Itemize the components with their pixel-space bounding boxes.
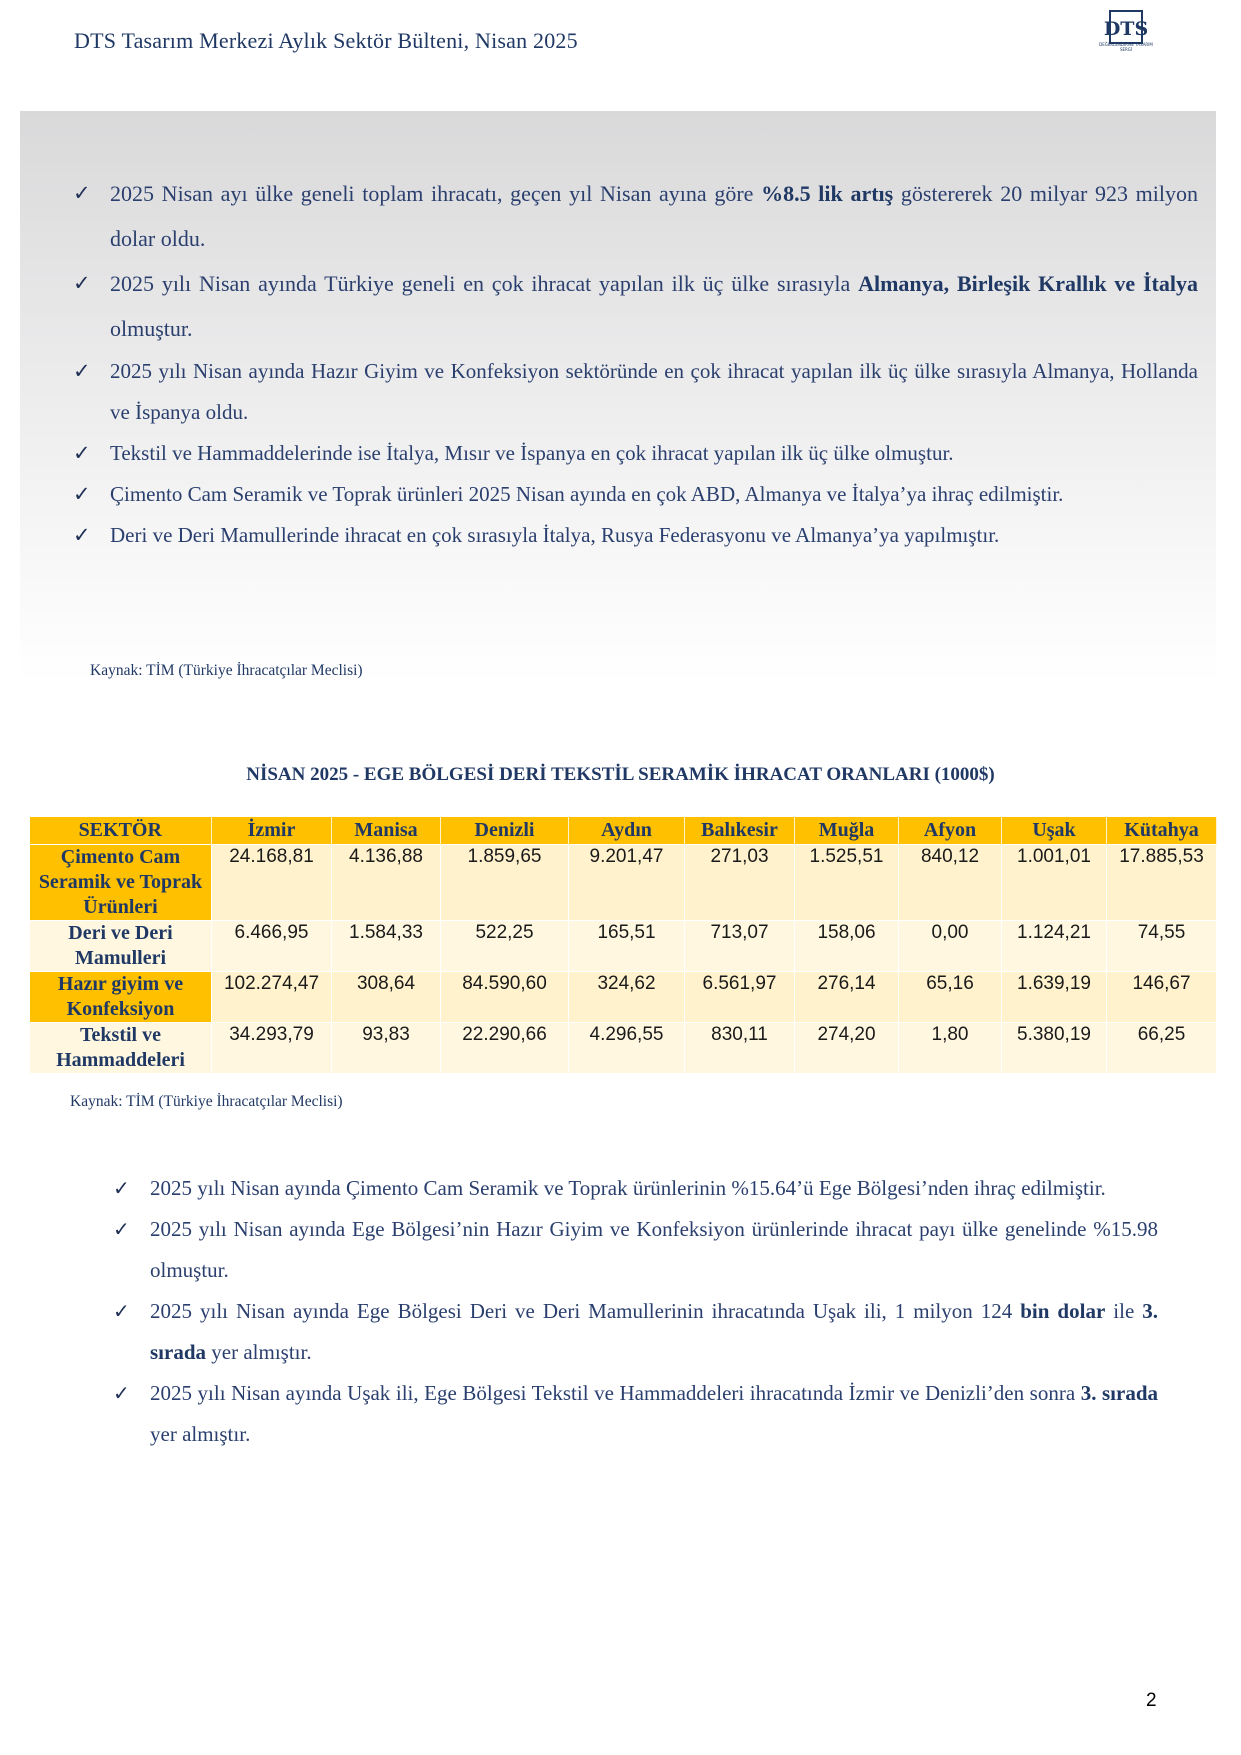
list-item: ✓ Tekstil ve Hammaddelerinde ise İtalya, Mısır ve İspanya en çok ihracat yapılan ilk üç ülke olmuştur.	[110, 433, 1198, 474]
list-item: ✓ 2025 yılı Nisan ayında Türkiye geneli en çok ihracat yapılan ilk üç ülke sırasıyla Almanya, Birleşik Krallık ve İtalya olmuştur.	[110, 261, 1198, 351]
table-cell: 17.885,53	[1107, 844, 1217, 920]
table-cell: 65,16	[899, 971, 1002, 1022]
table-cell: 9.201,47	[569, 844, 685, 920]
source-note: Kaynak: TİM (Türkiye İhracatçılar Meclisi)	[70, 1093, 343, 1110]
table-cell: 1.001,01	[1002, 844, 1107, 920]
table-cell: 1.124,21	[1002, 920, 1107, 971]
column-header: Afyon	[899, 817, 1002, 844]
column-header: Aydın	[569, 817, 685, 844]
page-number: 2	[1146, 1690, 1157, 1711]
table-cell: 84.590,60	[441, 971, 569, 1022]
table-cell: 6.466,95	[212, 920, 332, 971]
table-cell: 24.168,81	[212, 844, 332, 920]
checkmark-icon: ✓	[73, 271, 91, 295]
column-header: Denizli	[441, 817, 569, 844]
table-cell: 276,14	[795, 971, 899, 1022]
table-cell: 4.136,88	[332, 844, 441, 920]
logo-text: DTS	[1103, 18, 1149, 40]
page-header-title: DTS Tasarım Merkezi Aylık Sektör Bülteni, Nisan 2025	[74, 28, 578, 53]
table-cell: 324,62	[569, 971, 685, 1022]
table-cell: 1.639,19	[1002, 971, 1107, 1022]
table-row	[30, 844, 1217, 920]
table-cell: 146,67	[1107, 971, 1217, 1022]
table-cell: 308,64	[332, 971, 441, 1022]
checkmark-icon: ✓	[113, 1176, 130, 1200]
list-item: ✓ 2025 yılı Nisan ayında Ege Bölgesi Deri ve Deri Mamullerinin ihracatında Uşak ili, 1 milyon 124 bin dolar ile 3. sırada yer almıştır.	[150, 1291, 1158, 1373]
list-item: ✓ 2025 yılı Nisan ayında Çimento Cam Seramik ve Toprak ürünlerinin %15.64’ü Ege Bölgesi’nden ihraç edilmiştir.	[150, 1168, 1158, 1209]
table-cell: 66,25	[1107, 1022, 1217, 1073]
checkmark-icon: ✓	[113, 1217, 130, 1241]
list-item: ✓ 2025 yılı Nisan ayında Ege Bölgesi’nin Hazır Giyim ve Konfeksiyon ürünlerinde ihracat payı ülke genelinde %15.98 olmuştur.	[150, 1209, 1158, 1291]
column-header: Uşak	[1002, 817, 1107, 844]
sector-cell: Deri ve Deri Mamulleri	[30, 920, 212, 971]
checkmark-icon: ✓	[113, 1381, 130, 1405]
table-cell: 274,20	[795, 1022, 899, 1073]
column-header: Muğla	[795, 817, 899, 844]
column-header: Manisa	[332, 817, 441, 844]
list-item: ✓ 2025 yılı Nisan ayında Hazır Giyim ve Konfeksiyon sektöründe en çok ihracat yapılan ilk üç ülke sırasıyla Almanya, Hollanda ve İspanya oldu.	[110, 351, 1198, 433]
column-header: İzmir	[212, 817, 332, 844]
table-cell: 5.380,19	[1002, 1022, 1107, 1073]
highlights-list	[73, 177, 1198, 556]
table-cell: 6.561,97	[685, 971, 795, 1022]
sector-cell: Tekstil ve Hammaddeleri	[30, 1022, 212, 1073]
checkmark-icon: ✓	[73, 523, 91, 547]
table-cell: 158,06	[795, 920, 899, 971]
column-header: Kütahya	[1107, 817, 1217, 844]
table-row	[30, 1022, 1217, 1073]
table-cell: 22.290,66	[441, 1022, 569, 1073]
table-row	[30, 971, 1217, 1022]
column-header: Balıkesir	[685, 817, 795, 844]
table-title: NİSAN 2025 - EGE BÖLGESİ DERİ TEKSTİL SERAMİK İHRACAT ORANLARI (1000$)	[246, 764, 995, 785]
table-cell: 830,11	[685, 1022, 795, 1073]
column-header: SEKTÖR	[30, 817, 212, 844]
table-cell: 1,80	[899, 1022, 1002, 1073]
logo-subtitle: DEĞERLENDİRME TASARIM SERGİ	[1099, 42, 1153, 52]
table-cell: 0,00	[899, 920, 1002, 971]
table-cell: 522,25	[441, 920, 569, 971]
sector-cell: Hazır giyim ve Konfeksiyon	[30, 971, 212, 1022]
list-item: ✓ Çimento Cam Seramik ve Toprak ürünleri 2025 Nisan ayında en çok ABD, Almanya ve İtalya’ya ihraç edilmiştir.	[110, 474, 1198, 515]
findings-list	[113, 1168, 1159, 1455]
table-header-row	[30, 817, 1217, 844]
table-cell: 165,51	[569, 920, 685, 971]
checkmark-icon: ✓	[73, 482, 91, 506]
table-cell: 102.274,47	[212, 971, 332, 1022]
table-cell: 93,83	[332, 1022, 441, 1073]
table-cell: 271,03	[685, 844, 795, 920]
export-table	[29, 817, 1217, 1074]
table-cell: 34.293,79	[212, 1022, 332, 1073]
table-cell: 1.584,33	[332, 920, 441, 971]
checkmark-icon: ✓	[73, 181, 91, 205]
list-item: ✓ Deri ve Deri Mamullerinde ihracat en çok sırasıyla İtalya, Rusya Federasyonu ve Almanya’ya yapılmıştır.	[110, 515, 1198, 556]
table-cell: 713,07	[685, 920, 795, 971]
table-cell: 4.296,55	[569, 1022, 685, 1073]
table-row	[30, 920, 1217, 971]
source-note: Kaynak: TİM (Türkiye İhracatçılar Meclisi)	[90, 662, 363, 679]
table-cell: 1.859,65	[441, 844, 569, 920]
table-cell: 1.525,51	[795, 844, 899, 920]
table-cell: 840,12	[899, 844, 1002, 920]
list-item: ✓ 2025 Nisan ayı ülke geneli toplam ihracatı, geçen yıl Nisan ayına göre %8.5 lik artış göstererek 20 milyar 923 milyon dolar oldu.	[110, 171, 1198, 261]
sector-cell: Çimento Cam Seramik ve Toprak Ürünleri	[30, 844, 212, 920]
checkmark-icon: ✓	[73, 359, 91, 383]
checkmark-icon: ✓	[113, 1299, 130, 1323]
table-cell: 74,55	[1107, 920, 1217, 971]
checkmark-icon: ✓	[73, 441, 91, 465]
list-item: ✓ 2025 yılı Nisan ayında Uşak ili, Ege Bölgesi Tekstil ve Hammaddeleri ihracatında İzmir ve Denizli’den sonra 3. sırada yer almıştır.	[150, 1373, 1158, 1455]
